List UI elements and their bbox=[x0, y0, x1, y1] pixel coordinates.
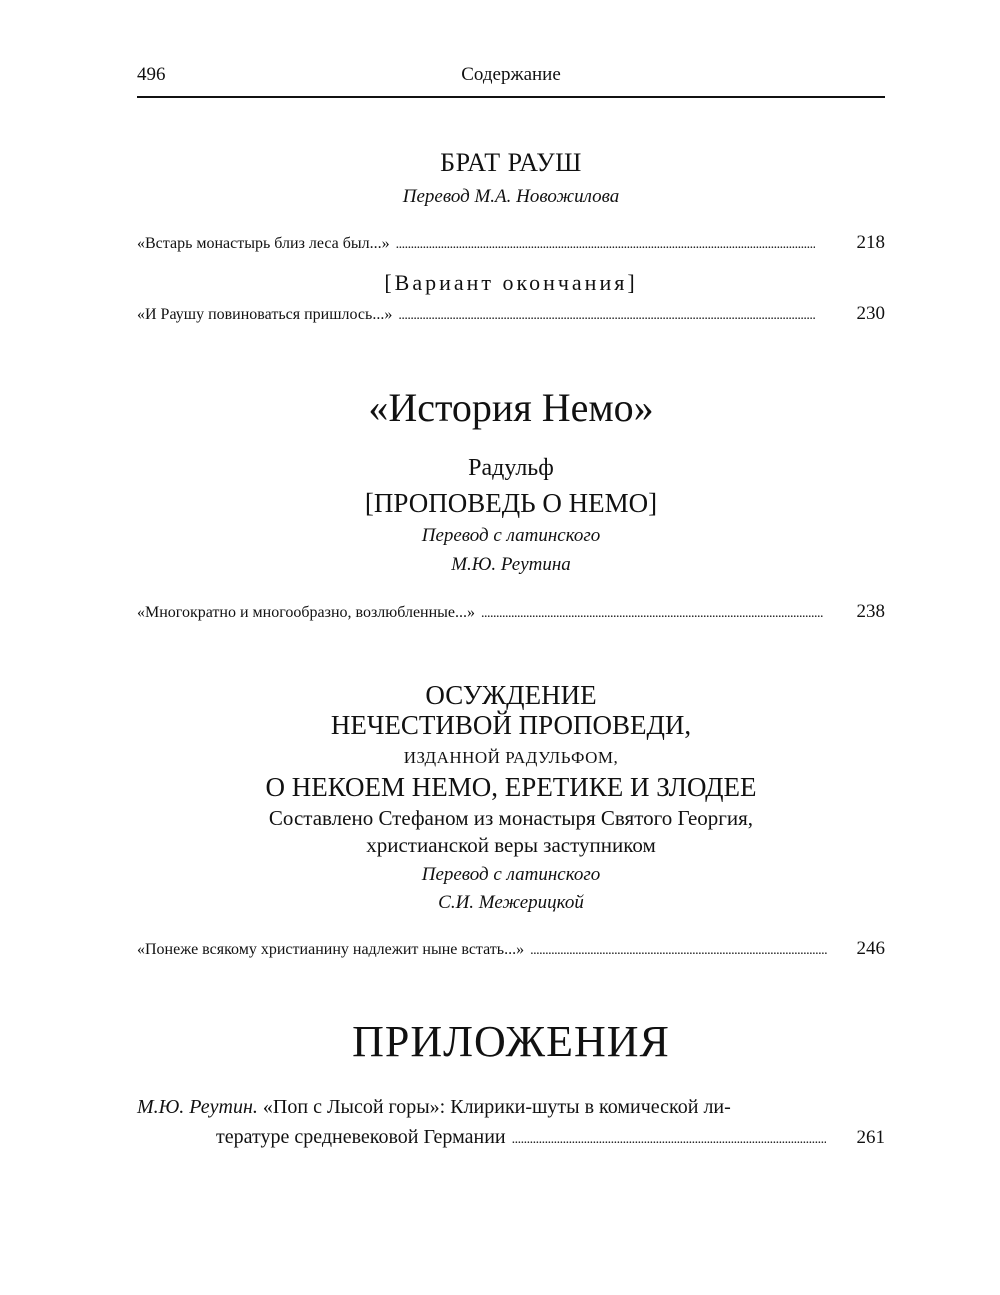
running-header bbox=[137, 62, 885, 98]
toc-entry-218[interactable] bbox=[137, 232, 885, 258]
toc-page-number: 246 bbox=[856, 938, 885, 959]
section-title-line4: О НЕКОЕМ НЕМО, ЕРЕТИКЕ И ЗЛОДЕЕ bbox=[265, 772, 757, 802]
dot-leader bbox=[481, 606, 823, 622]
section-title-line3: ИЗДАННОЙ РАДУЛЬФОМ, bbox=[403, 748, 619, 767]
variant-title: [Вариант окончания] bbox=[384, 270, 638, 295]
toc-entry-246[interactable] bbox=[137, 938, 885, 964]
toc-entry-text: «Понеже всякому христианину надлежит ныне встать...» bbox=[137, 941, 525, 958]
appendix-entry-line1 bbox=[137, 1092, 885, 1122]
author-line: Радульф bbox=[468, 455, 554, 481]
dot-leader bbox=[512, 1125, 826, 1155]
toc-entry-230[interactable] bbox=[137, 303, 885, 329]
section-title-brat-raush: БРАТ РАУШ bbox=[440, 148, 582, 177]
translator-name: М.Ю. Реутина bbox=[451, 554, 571, 575]
dot-leader bbox=[396, 237, 815, 253]
page-number: 496 bbox=[137, 64, 166, 85]
translator-line: Перевод М.А. Новожилова bbox=[402, 186, 620, 207]
compiled-by-line: Составлено Стефаном из монастыря Святого Георгия, bbox=[268, 806, 754, 830]
toc-page-number: 261 bbox=[856, 1127, 885, 1148]
toc-page-number: 230 bbox=[856, 303, 885, 324]
section-title-prilozheniya: ПРИЛОЖЕНИЯ bbox=[352, 1017, 670, 1066]
appendix-title-part1: «Поп с Лысой горы»: Клирики-шуты в комической ли- bbox=[257, 1096, 731, 1118]
work-title: [ПРОПОВЕДЬ О НЕМО] bbox=[364, 488, 658, 518]
toc-entry-261[interactable] bbox=[137, 1092, 885, 1155]
appendix-author: М.Ю. Реутин. bbox=[137, 1096, 258, 1118]
appendix-title-part2: тературе средневековой Германии bbox=[216, 1126, 506, 1148]
translator-name: С.И. Межерицкой bbox=[438, 892, 584, 913]
toc-page-number: 238 bbox=[856, 601, 885, 622]
toc-page-number: 218 bbox=[856, 232, 885, 253]
section-title-line2: НЕЧЕСТИВОЙ ПРОПОВЕДИ, bbox=[330, 710, 692, 740]
appendix-entry-line2 bbox=[137, 1122, 885, 1155]
translation-line: Перевод с латинского bbox=[421, 864, 601, 885]
toc-entry-text: «Многократно и многообразно, возлюбленные...» bbox=[137, 604, 476, 621]
translation-line: Перевод с латинского bbox=[421, 525, 601, 546]
section-title-osuzhdenie: ОСУЖДЕНИЕ bbox=[425, 680, 597, 710]
compiled-by-line2: христианской веры заступником bbox=[366, 833, 656, 857]
toc-entry-238[interactable] bbox=[137, 601, 885, 627]
toc-entry-text: «И Раушу повиноваться пришлось...» bbox=[137, 306, 393, 323]
toc-entry-text: «Встарь монастырь близ леса был...» bbox=[137, 235, 390, 252]
dot-leader bbox=[398, 308, 815, 324]
section-title-istoriya-nemo: «История Немо» bbox=[368, 385, 654, 430]
dot-leader bbox=[530, 943, 827, 959]
running-title: Содержание bbox=[461, 64, 561, 85]
